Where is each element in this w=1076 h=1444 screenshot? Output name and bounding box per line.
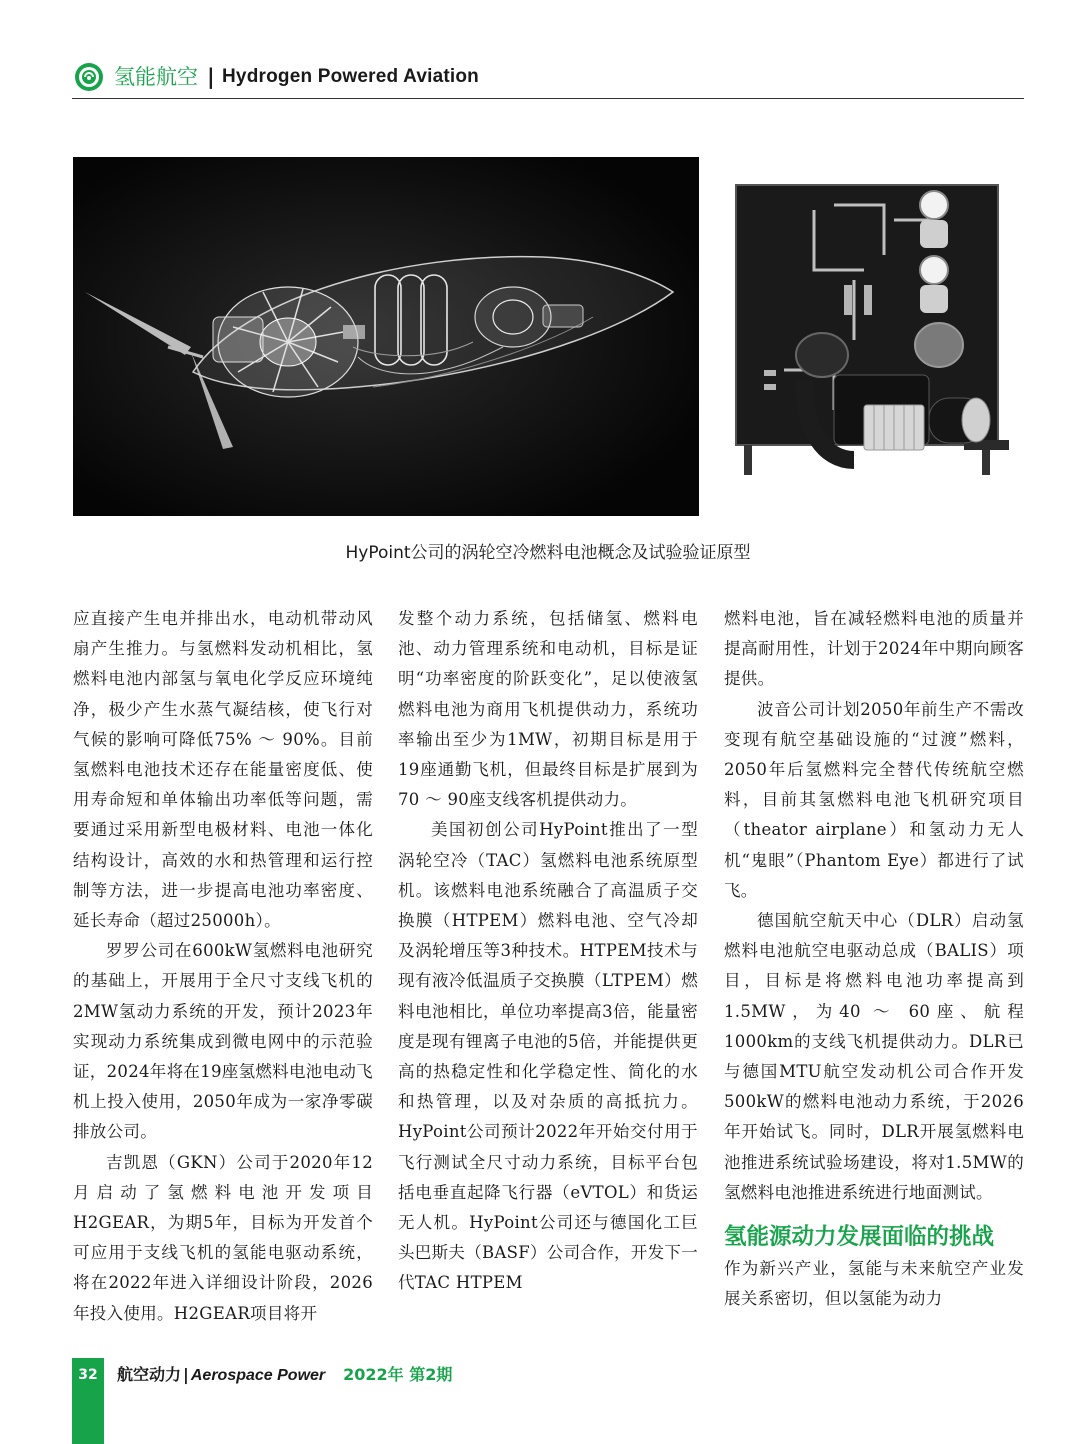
footer-journal (117, 1358, 452, 1392)
paragraph: 发整个动力系统，包括储氢、燃料电池、动力管理系统和电动机，目标是证明“功率密度的阶跃变化”，足以使液氢燃料电池为商用飞机提供动力，系统功率输出至少为1MW，初期目标是用于19座通勤飞机，但最终目标是扩展到为70 ～ 90座支线客机提供动力。 (398, 609, 698, 810)
page-number: 32 (78, 1367, 98, 1383)
body-column-2 (398, 604, 698, 1299)
journal-name-cn: 航空动力 (117, 1365, 182, 1384)
issue-label: 2022年 第2期 (343, 1365, 453, 1384)
header-title-en: Hydrogen Powered Aviation (222, 66, 479, 87)
body-column-1 (73, 604, 373, 1329)
header-divider (72, 98, 1024, 99)
header-separator: | (207, 65, 215, 89)
paragraph: 应直接产生电并排出水，电动机带动风扇产生推力。与氢燃料发动机相比，氢燃料电池内部氢与氧电化学反应环境纯净，极少产生水蒸气凝结核，使飞行对气候的影响可降低75% ～ 90%。目前氢燃料电池技术还存在能量密度低、使用寿命短和单体输出功率低等问题，需要通过采用新型电极材料、电池一体化结构设计，高效的水和热管理和运行控制等方法，进一步提高电池功率密度、延长寿命（超过25000h）。 (73, 609, 373, 931)
journal-name-en: Aerospace Power (190, 1367, 326, 1384)
xray-aircraft-illustration (73, 157, 699, 516)
paragraph: 德国航空航天中心（DLR）启动氢燃料电池航空电驱动总成（BALIS）项目，目标是将燃料电池功率提高到1.5MW，为40 ～ 60座、航程1000km的支线飞机提供动力。DLR已与德国MTU航空发动机公司合作开发500kW的燃料电池动力系统，于2026年开始试飞。同时，DLR开展氢燃料电池推进系统试验场建设，将对1.5MW的氢燃料电池推进系统进行地面测试。 (724, 911, 1024, 1202)
paragraph: 燃料电池，旨在减轻燃料电池的质量并提高耐用性，计划于2024年中期向顾客提供。 (724, 609, 1024, 689)
header-title-cn: 氢能航空 (114, 65, 198, 89)
fuel-cell-test-rig-illustration (724, 160, 1024, 515)
aircraft-concept-image (73, 157, 699, 516)
paragraph: 美国初创公司HyPoint推出了一型涡轮空冷（TAC）氢燃料电池系统原型机。该燃料电池系统融合了高温质子交换膜（HTPEM）燃料电池、空气冷却及涡轮增压等3种技术。HTPEM技术与现有液冷低温质子交换膜（LTPEM）燃料电池相比，单位功率提高3倍，能量密度是现有锂离子电池的5倍，并能提供更高的热稳定性和化学稳定性、简化的水和热管理，以及对杂质的高抵抗力。HyPoint公司预计2022年开始交付用于飞行测试全尺寸动力系统，目标平台包括电垂直起降飞行器（eVTOL）和货运无人机。HyPoint公司还与德国化工巨头巴斯夫（BASF）公司合作，开发下一代TAC HTPEM (398, 820, 698, 1293)
paragraph: 吉凯恩（GKN）公司于2020年12月启动了氢燃料电池开发项目H2GEAR，为期5年，目标为开发首个可应用于支线飞机的氢能电驱动系统，将在2022年进入详细设计阶段，2026年投入使用。H2GEAR项目将开 (73, 1152, 373, 1323)
page-header (72, 58, 1024, 94)
body-column-3 (724, 604, 1024, 1314)
footer-separator: | (183, 1365, 189, 1384)
paragraph: 作为新兴产业，氢能与未来航空产业发展关系密切，但以氢能为动力 (724, 1259, 1024, 1309)
section-heading: 氢能源动力发展面临的挑战 (724, 1224, 995, 1251)
figure-caption: HyPoint公司的涡轮空冷燃料电池概念及试验验证原型 (345, 543, 751, 563)
test-prototype-image (724, 160, 1024, 515)
hydrogen-leaf-logo-icon (74, 62, 104, 92)
paragraph: 罗罗公司在600kW氢燃料电池研究的基础上，开展用于全尺寸支线飞机的2MW氢动力系统的开发，预计2023年实现动力系统集成到微电网中的示范验证，2024年将在19座氢燃料电池电动飞机上投入使用，2050年成为一家净零碳排放公司。 (73, 941, 373, 1142)
paragraph: 波音公司计划2050年前生产不需改变现有航空基础设施的“过渡”燃料，2050年后氢燃料完全替代传统航空燃料，目前其氢燃料电池飞机研究项目（theator airplane）和氢动力无人机“鬼眼”（Phantom Eye）都进行了试飞。 (724, 699, 1024, 900)
